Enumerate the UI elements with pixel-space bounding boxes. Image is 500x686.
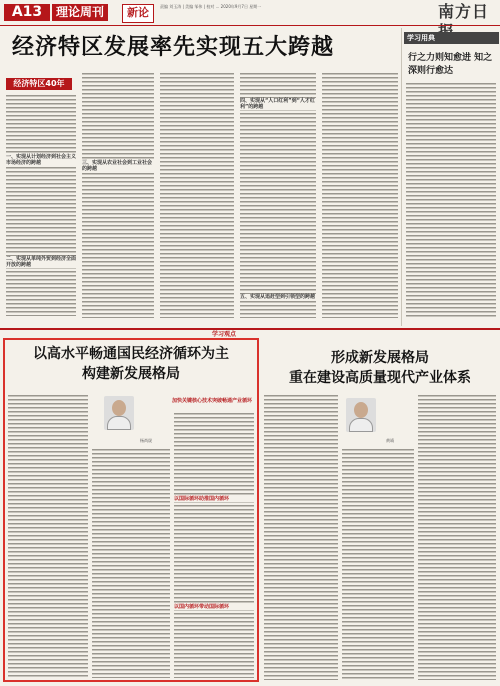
left-subhead-3: 以国内循环带动国际循环: [174, 604, 254, 610]
column-text: [406, 82, 496, 318]
author-caption-2: 黄靖: [386, 438, 394, 443]
right-text-col-2: [342, 448, 414, 680]
main-subhead-5: 五、实现从追赶型到引领型的跨越: [240, 294, 316, 300]
column-title: 行之力则知愈进 知之深则行愈达: [408, 53, 493, 76]
column-label: 学习用典: [404, 32, 499, 44]
right-text-col-3: [418, 394, 496, 680]
left-text-col-2: [92, 448, 170, 678]
left-subhead-1: 加快关键核心技术突破畅通产业循环: [172, 398, 253, 404]
header-rule: [0, 25, 500, 26]
main-subhead-2: 二、实现从单纯外贸到经济全面开放的跨越: [6, 256, 77, 268]
section-divider: [0, 328, 500, 330]
left-subhead-2: 以国际循环助推国内循环: [174, 496, 254, 502]
main-text-col-1: [6, 94, 76, 316]
main-text-col-2: [82, 72, 154, 318]
edition-meta: 责编 刘玉涛 | 美编 邹伟 | 校对 ... 2020年9月7日 星期一: [160, 4, 262, 9]
left-article-title-line1: 以高水平畅通国民经济循环为主: [33, 346, 229, 362]
main-subhead-3: 三、实现从农业社会到工业社会的跨越: [82, 160, 153, 172]
newspaper-logo: 南方日: [438, 2, 490, 21]
page-number: A13: [4, 4, 50, 21]
main-subhead-4: 四、实现从“人口红利”到“人才红利”的跨越: [240, 98, 315, 110]
main-text-col-5: [322, 72, 398, 318]
left-text-col-1: [8, 394, 88, 678]
right-text-col-1: [264, 394, 338, 680]
right-article-title-line1: 形成新发展格局: [331, 350, 429, 366]
main-subhead-1: 一、实现从计划经济到社会主义市场经济的跨越: [6, 154, 77, 166]
main-headline: 经济特区发展率先实现五大跨越: [12, 34, 335, 60]
author-photo-2: [346, 398, 376, 432]
series-tag: 经济特区40年: [6, 78, 72, 90]
right-article-title-line2: 重在建设高质量现代产业体系: [289, 370, 471, 386]
author-caption: 杨尚晟: [140, 438, 152, 443]
column-divider: [401, 28, 402, 326]
main-text-col-3: [160, 72, 234, 318]
left-text-col-3: [174, 412, 254, 678]
subsection-label: 新论: [122, 4, 154, 23]
left-article-title-line2: 构建新发展格局: [82, 366, 180, 382]
author-photo: [104, 396, 134, 430]
divider-tag: 学习观点: [212, 331, 237, 338]
section-label: 理论周刊: [52, 4, 108, 21]
